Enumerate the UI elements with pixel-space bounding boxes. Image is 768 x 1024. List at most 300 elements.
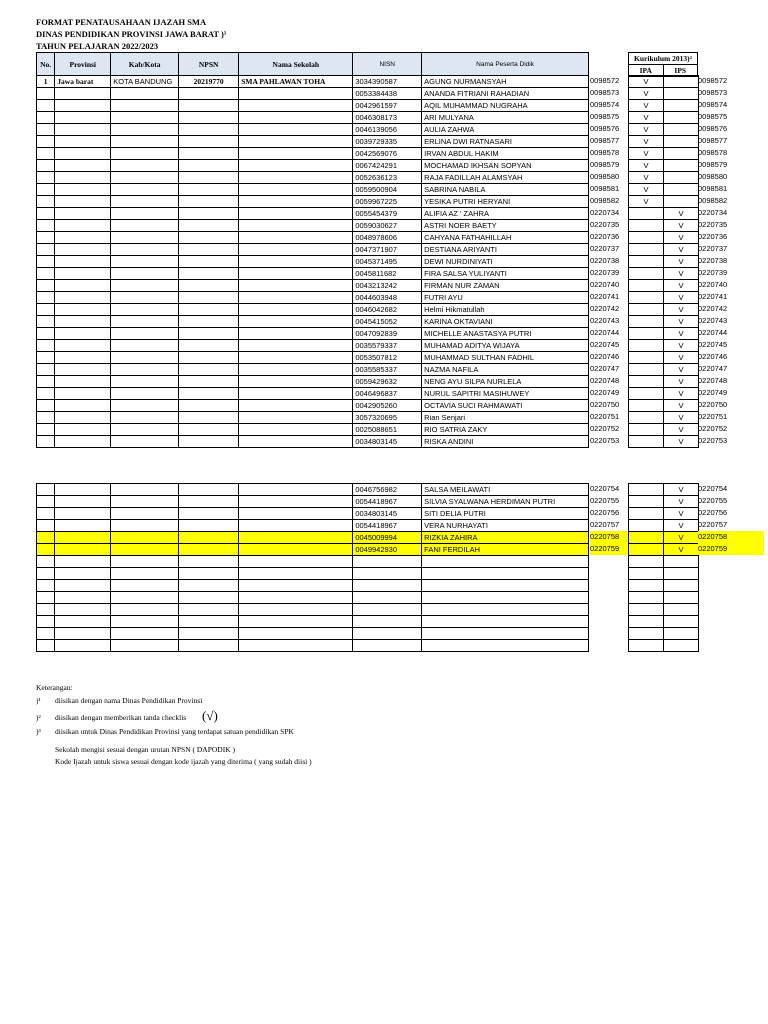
ipa-check: V [629, 196, 664, 208]
note-1-mark: )¹ [36, 696, 41, 705]
cell-npsn [179, 88, 239, 100]
cell-sekolah [239, 196, 353, 208]
cell-kab [111, 568, 179, 580]
checklist-symbol: (√) [202, 708, 218, 723]
ips-check [664, 580, 699, 592]
kode-ijazah: 0220751 [590, 412, 620, 421]
cell-sekolah [239, 544, 353, 556]
ipa-check [629, 580, 664, 592]
cell-no [37, 160, 55, 172]
kode-ijazah-right: 0220746 [698, 352, 728, 361]
kurikulum-row [629, 544, 699, 556]
cell-npsn [179, 496, 239, 508]
cell-sekolah [239, 580, 353, 592]
table-row [37, 88, 589, 100]
cell-no [37, 628, 55, 640]
kode-ijazah-right: 0098572 [698, 76, 728, 85]
ips-check: V [664, 232, 699, 244]
table-row [37, 628, 589, 640]
cell-npsn [179, 532, 239, 544]
cell-npsn [179, 556, 239, 568]
cell-nisn [353, 592, 422, 604]
kurikulum-row [629, 160, 699, 172]
table-row [37, 544, 589, 556]
cell-nisn: 0053384438 [353, 88, 422, 100]
ipa-check [629, 484, 664, 496]
kode-ijazah: 0220740 [590, 280, 620, 289]
ips-check: V [664, 304, 699, 316]
ips-check: V [664, 316, 699, 328]
cell-provinsi [55, 232, 111, 244]
cell-sekolah [239, 376, 353, 388]
cell-no [37, 232, 55, 244]
cell-nisn: 0053507812 [353, 352, 422, 364]
cell-npsn [179, 544, 239, 556]
kurikulum-row [629, 388, 699, 400]
ips-check: V [664, 544, 699, 556]
cell-npsn [179, 292, 239, 304]
cell-provinsi [55, 304, 111, 316]
kode-ijazah: 0220754 [590, 484, 620, 493]
cell-no [37, 592, 55, 604]
ipa-check [629, 412, 664, 424]
kode-ijazah: 0220750 [590, 400, 620, 409]
kode-ijazah-right: 0220749 [698, 388, 728, 397]
cell-nama: RAJA FADILLAH ALAMSYAH [422, 172, 589, 184]
doc-year: TAHUN PELAJARAN 2022/2023 [36, 41, 159, 51]
ipa-check [629, 628, 664, 640]
ips-check [664, 616, 699, 628]
cell-kab [111, 136, 179, 148]
ipa-check [629, 400, 664, 412]
cell-sekolah [239, 124, 353, 136]
cell-kab [111, 232, 179, 244]
cell-no [37, 172, 55, 184]
cell-npsn [179, 436, 239, 448]
cell-npsn [179, 256, 239, 268]
cell-nama: YESIKA PUTRI HERYANI [422, 196, 589, 208]
table-row [37, 100, 589, 112]
col-npsn: NPSN [179, 53, 239, 76]
table-row [37, 436, 589, 448]
kode-ijazah-right: 0220754 [698, 484, 728, 493]
cell-kab [111, 268, 179, 280]
table-row [37, 532, 589, 544]
kurikulum-row [629, 340, 699, 352]
cell-kab: KOTA BANDUNG [111, 76, 179, 88]
cell-kab [111, 88, 179, 100]
table-row [37, 640, 589, 652]
cell-provinsi [55, 616, 111, 628]
cell-nama: Rian Senjari [422, 412, 589, 424]
kode-ijazah-right: 0220737 [698, 244, 728, 253]
kode-ijazah: 0220748 [590, 376, 620, 385]
cell-nisn: 0049942930 [353, 544, 422, 556]
ips-check: V [664, 244, 699, 256]
cell-kab [111, 556, 179, 568]
cell-npsn [179, 364, 239, 376]
kurikulum-row [629, 568, 699, 580]
cell-nisn: 3057320695 [353, 412, 422, 424]
cell-sekolah [239, 616, 353, 628]
cell-nisn: 0059500904 [353, 184, 422, 196]
ips-check: V [664, 256, 699, 268]
ips-check [664, 76, 699, 88]
cell-provinsi [55, 268, 111, 280]
table-row [37, 364, 589, 376]
notes-heading: Keterangan: [36, 683, 73, 692]
ipa-check [629, 364, 664, 376]
kode-ijazah-right: 0220742 [698, 304, 728, 313]
cell-kab [111, 640, 179, 652]
cell-kab [111, 256, 179, 268]
ips-check [664, 112, 699, 124]
table-row [37, 484, 589, 496]
cell-nama: ERLINA DWI RATNASARI [422, 136, 589, 148]
ips-check [664, 628, 699, 640]
cell-kab [111, 292, 179, 304]
kode-ijazah-right: 0098574 [698, 100, 728, 109]
table-row [37, 76, 589, 88]
ipa-check [629, 352, 664, 364]
cell-nama: FIRMAN NUR ZAMAN [422, 280, 589, 292]
kode-ijazah-right: 0220747 [698, 364, 728, 373]
kode-ijazah: 0220744 [590, 328, 620, 337]
cell-sekolah [239, 268, 353, 280]
ipa-check [629, 556, 664, 568]
cell-no [37, 136, 55, 148]
cell-nisn: 0045415052 [353, 316, 422, 328]
cell-provinsi [55, 100, 111, 112]
kurikulum-row [629, 148, 699, 160]
cell-npsn [179, 328, 239, 340]
cell-no [37, 376, 55, 388]
cell-sekolah [239, 136, 353, 148]
cell-nama: IRVAN ABDUL HAKIM [422, 148, 589, 160]
cell-nama: SALSA MEILAWATI [422, 484, 589, 496]
kode-ijazah: 0098575 [590, 112, 620, 121]
cell-nisn: 0067424291 [353, 160, 422, 172]
table-row [37, 184, 589, 196]
cell-sekolah [239, 400, 353, 412]
cell-provinsi [55, 580, 111, 592]
kurikulum-row [629, 292, 699, 304]
kurikulum-row [629, 532, 699, 544]
cell-kab [111, 376, 179, 388]
cell-sekolah [239, 172, 353, 184]
cell-npsn [179, 388, 239, 400]
table-row [37, 352, 589, 364]
ipa-check [629, 568, 664, 580]
cell-nama: VERA NURHAYATI [422, 520, 589, 532]
cell-nisn: 0046042682 [353, 304, 422, 316]
cell-nama [422, 592, 589, 604]
cell-nama: FIRA SALSA YULIYANTI [422, 268, 589, 280]
kurikulum-row [629, 508, 699, 520]
cell-no [37, 508, 55, 520]
cell-nisn: 0043213242 [353, 280, 422, 292]
cell-nama: OCTAVIA SUCI RAHMAWATI [422, 400, 589, 412]
cell-kab [111, 496, 179, 508]
cell-nama: ASTRI NOER BAETY [422, 220, 589, 232]
cell-sekolah [239, 184, 353, 196]
cell-no [37, 148, 55, 160]
kode-ijazah-right: 0220739 [698, 268, 728, 277]
cell-kab [111, 580, 179, 592]
cell-npsn [179, 196, 239, 208]
table-row [37, 148, 589, 160]
kode-ijazah: 0220736 [590, 232, 620, 241]
ips-check: V [664, 292, 699, 304]
kurikulum-row [629, 616, 699, 628]
cell-kab [111, 520, 179, 532]
cell-nama: MOCHAMAD IKHSAN SOPYAN [422, 160, 589, 172]
cell-nama: MICHELLE ANASTASYA PUTRI [422, 328, 589, 340]
kode-ijazah: 0220737 [590, 244, 620, 253]
cell-nama: SABRINA NABILA [422, 184, 589, 196]
cell-provinsi [55, 568, 111, 580]
cell-no [37, 436, 55, 448]
ipa-check: V [629, 88, 664, 100]
cell-kab [111, 184, 179, 196]
kode-ijazah: 0220735 [590, 220, 620, 229]
ipa-check [629, 220, 664, 232]
cell-npsn [179, 484, 239, 496]
ips-check [664, 148, 699, 160]
ips-check: V [664, 328, 699, 340]
kurikulum-row [629, 436, 699, 448]
col-nama: Nama Peserta Didik [422, 53, 589, 76]
cell-provinsi [55, 208, 111, 220]
kurikulum-row [629, 328, 699, 340]
cell-no [37, 580, 55, 592]
cell-provinsi [55, 592, 111, 604]
cell-sekolah [239, 640, 353, 652]
cell-provinsi [55, 112, 111, 124]
cell-no [37, 640, 55, 652]
cell-nisn: 0042905260 [353, 400, 422, 412]
cell-sekolah [239, 388, 353, 400]
table-row [37, 592, 589, 604]
cell-provinsi [55, 316, 111, 328]
cell-npsn [179, 640, 239, 652]
table-row [37, 304, 589, 316]
kurikulum-row [629, 304, 699, 316]
kode-ijazah-right: 0220756 [698, 508, 728, 517]
cell-no [37, 364, 55, 376]
cell-kab [111, 544, 179, 556]
kode-ijazah: 0098576 [590, 124, 620, 133]
cell-no [37, 244, 55, 256]
cell-kab [111, 304, 179, 316]
kurikulum-row [629, 424, 699, 436]
cell-kab [111, 100, 179, 112]
kode-ijazah-right: 0220751 [698, 412, 728, 421]
cell-provinsi [55, 172, 111, 184]
ipa-check [629, 256, 664, 268]
kode-ijazah: 0220749 [590, 388, 620, 397]
kurikulum-row [629, 364, 699, 376]
kurikulum-row [629, 124, 699, 136]
kurikulum-row [629, 136, 699, 148]
kurikulum-row [629, 76, 699, 88]
ipa-check [629, 244, 664, 256]
cell-sekolah [239, 112, 353, 124]
cell-sekolah [239, 496, 353, 508]
kode-ijazah-right: 0220750 [698, 400, 728, 409]
cell-nisn [353, 580, 422, 592]
cell-npsn [179, 304, 239, 316]
ips-check [664, 160, 699, 172]
note-2-text: diisikan dengan memberikan tanda checklis [55, 713, 187, 722]
kode-ijazah-right: 0220755 [698, 496, 728, 505]
kurikulum-row [629, 376, 699, 388]
cell-npsn [179, 316, 239, 328]
table-row [37, 496, 589, 508]
kode-ijazah-right: 0220752 [698, 424, 728, 433]
ipa-check [629, 520, 664, 532]
cell-nisn: 0046496837 [353, 388, 422, 400]
cell-kab [111, 244, 179, 256]
cell-npsn [179, 136, 239, 148]
col-no: No. [37, 53, 55, 76]
cell-npsn [179, 124, 239, 136]
cell-nisn: 0054418967 [353, 520, 422, 532]
kode-ijazah-right: 0220745 [698, 340, 728, 349]
ipa-check [629, 304, 664, 316]
ipa-check [629, 388, 664, 400]
cell-npsn [179, 616, 239, 628]
cell-no [37, 424, 55, 436]
ipa-check: V [629, 172, 664, 184]
ipa-check [629, 208, 664, 220]
table-row [37, 400, 589, 412]
cell-nama: NAZMA NAFILA [422, 364, 589, 376]
kurikulum-row [629, 604, 699, 616]
cell-nama: ANANDA FITRIANI RAHADIAN [422, 88, 589, 100]
cell-nama: DEWI NURDINIYATI [422, 256, 589, 268]
table-row [37, 136, 589, 148]
kode-ijazah-right: 0098581 [698, 184, 728, 193]
ips-check [664, 124, 699, 136]
kode-ijazah: 0098579 [590, 160, 620, 169]
kode-ijazah-right: 0098577 [698, 136, 728, 145]
ips-check [664, 136, 699, 148]
cell-nisn [353, 604, 422, 616]
kode-ijazah: 0220746 [590, 352, 620, 361]
cell-sekolah [239, 244, 353, 256]
ipa-check [629, 508, 664, 520]
table-row [37, 208, 589, 220]
cell-sekolah [239, 592, 353, 604]
cell-sekolah [239, 424, 353, 436]
cell-nisn: 0025088651 [353, 424, 422, 436]
ipa-header: IPA [629, 65, 664, 77]
cell-no [37, 604, 55, 616]
ips-check [664, 184, 699, 196]
cell-kab [111, 508, 179, 520]
cell-nama: ARI MULYANA [422, 112, 589, 124]
table-row [37, 256, 589, 268]
table-row [37, 196, 589, 208]
cell-provinsi [55, 532, 111, 544]
table-row [37, 520, 589, 532]
kurikulum-table-2 [628, 483, 699, 652]
doc-title: FORMAT PENATAUSAHAAN IJAZAH SMA [36, 17, 207, 27]
table-row [37, 616, 589, 628]
cell-provinsi [55, 364, 111, 376]
cell-no [37, 400, 55, 412]
ipa-check [629, 232, 664, 244]
note-1-text: diisikan dengan nama Dinas Pendidikan Provinsi [55, 696, 203, 705]
cell-no [37, 112, 55, 124]
cell-no [37, 88, 55, 100]
kode-ijazah: 0220747 [590, 364, 620, 373]
ips-check [664, 88, 699, 100]
cell-npsn [179, 112, 239, 124]
kurikulum-row [629, 592, 699, 604]
cell-nisn [353, 568, 422, 580]
cell-kab [111, 592, 179, 604]
cell-npsn: 20219770 [179, 76, 239, 88]
cell-sekolah [239, 280, 353, 292]
cell-sekolah [239, 160, 353, 172]
cell-nama: RIZKIA ZAHIRA [422, 532, 589, 544]
kurikulum-row [629, 316, 699, 328]
cell-npsn [179, 268, 239, 280]
cell-no [37, 280, 55, 292]
cell-sekolah [239, 292, 353, 304]
cell-sekolah [239, 304, 353, 316]
ips-check [664, 196, 699, 208]
cell-nisn: 0044603948 [353, 292, 422, 304]
kurikulum-row [629, 88, 699, 100]
cell-nama: CAHYANA FATHAHILLAH [422, 232, 589, 244]
kode-ijazah-right: 0098576 [698, 124, 728, 133]
kode-ijazah: 0220758 [590, 531, 628, 543]
kurikulum-row [629, 412, 699, 424]
cell-nama: AGUNG NURMANSYAH [422, 76, 589, 88]
cell-provinsi [55, 148, 111, 160]
col-sekolah: Nama Sekolah [239, 53, 353, 76]
cell-kab [111, 316, 179, 328]
cell-npsn [179, 184, 239, 196]
cell-no [37, 268, 55, 280]
ips-check: V [664, 220, 699, 232]
kode-ijazah-right: 0220740 [698, 280, 728, 289]
kurikulum-row [629, 484, 699, 496]
kode-ijazah: 0220756 [590, 508, 620, 517]
cell-npsn [179, 160, 239, 172]
ipa-check: V [629, 184, 664, 196]
ips-check: V [664, 424, 699, 436]
cell-provinsi [55, 400, 111, 412]
cell-no [37, 220, 55, 232]
ips-check [664, 640, 699, 652]
cell-npsn [179, 232, 239, 244]
ipa-check [629, 616, 664, 628]
col-kab: Kab/Kota [111, 53, 179, 76]
table-row [37, 328, 589, 340]
cell-provinsi [55, 328, 111, 340]
cell-kab [111, 112, 179, 124]
cell-sekolah: SMA PAHLAWAN TOHA [239, 76, 353, 88]
cell-nisn: 3034390587 [353, 76, 422, 88]
cell-nisn: 0052636123 [353, 172, 422, 184]
cell-nisn: 0047092839 [353, 328, 422, 340]
kurikulum-row [629, 100, 699, 112]
cell-no [37, 556, 55, 568]
